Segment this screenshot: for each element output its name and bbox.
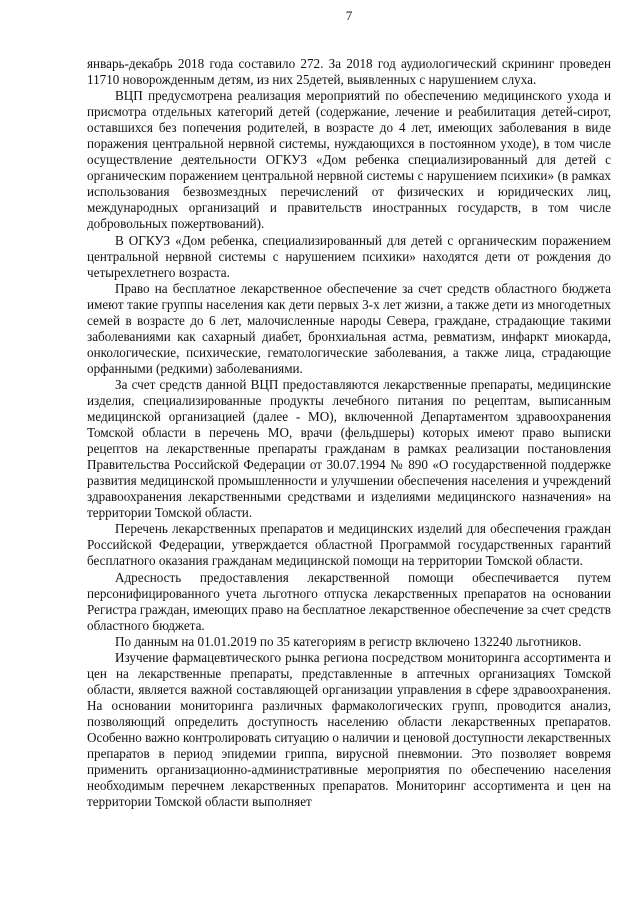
paragraph-child-care-program: ВЦП предусмотрена реализация мероприятий по обеспечению медицинского ухода и присмотра отдельных категорий детей (содержание, лечение и реабилитация детей-сирот, оставшихся без попечения родителей, в возрасте до 4 лет, имеющих заболевания в виде поражения центральной нервной системы, нуждающихся в постоянном уходе), в том числе осуществление деятельности ОГКУЗ «Дом ребенка специализированный для детей с органическим поражением центральной нервной системы с нарушением психики» (в рамках использования безвозмездных перечислений от физических и юридических лиц, международных организаций и правительств иностранных государств, в том числе добровольных пожертвований). — [87, 88, 611, 232]
paragraph-targeted-assistance: Адресность предоставления лекарственной помощи обеспечивается путем персонифицированного учета льготного отпуска лекарственных препаратов на основании Регистра граждан, имеющих право на бесплатное лекарственное обеспечение за счет средств областного бюджета. — [87, 569, 611, 633]
paragraph-children-home: В ОГКУЗ «Дом ребенка, специализированный для детей с органическим поражением центральной нервной системы с нарушением психики» находятся дети от рождения до четырехлетнего возраста. — [87, 232, 611, 280]
document-page — [87, 8, 611, 898]
paragraph-medicine-list: Перечень лекарственных препаратов и медицинских изделий для обеспечения граждан Российской Федерации, утверждается областной Программой государственных гарантий бесплатного оказания гражданам медицинской помощи на территории Томской области. — [87, 521, 611, 569]
paragraph-free-medicine-right: Право на бесплатное лекарственное обеспечение за счет средств областного бюджета имеют такие группы населения как дети первых 3-х лет жизни, а также дети из многодетных семей в возрасте до 6 лет, малочисленные народы Севера, граждане, страдающие такими заболеваниями как сахарный диабет, бронхиальная астма, ревматизм, инфаркт миокарда, онкологические, психические, гематологические заболевания, а также лица, страдающие орфанными (редкими) заболеваниями. — [87, 280, 611, 376]
paragraph-register-count: По данным на 01.01.2019 по 35 категориям в регистр включено 132240 льготников. — [115, 633, 582, 649]
paragraph-program-funding: За счет средств данной ВЦП предоставляются лекарственные препараты, медицинские изделия, специализированные продукты лечебного питания по рецептам, выписанным медицинской организацией (далее - МО), включенной Департаментом здравоохранения Томской области в перечень МО, врачи (фельдшеры) которых имеют право выписки рецептов на лекарственные препараты гражданам в рамках реализации постановления Правительства Российской Федерации от 30.07.1994 № 890 «О государственной поддержке развития медицинской промышленности и улучшении обеспечения населения и учреждений здравоохранения лекарственными средствами и изделиями медицинского назначения» на территории Томской области. — [87, 376, 611, 521]
page-number: 7 — [345, 8, 353, 23]
document-body — [87, 56, 611, 810]
paragraph-hearing-screening: январь-декабрь 2018 года составило 272. За 2018 год аудиологический скрининг проведен 11710 новорожденным детям, из них 25детей, выявленных с нарушением слуха. — [87, 56, 611, 88]
paragraph-pharma-monitoring: Изучение фармацевтического рынка региона посредством мониторинга ассортимента и цен на лекарственные препараты, представленные в аптечных организациях Томской области, является важной составляющей организации управления в сфере здравоохранения. На основании мониторинга различных фармакологических групп, проводится анализ, позволяющий определить доступность населению области лекарственных препаратов. Особенно важно контролировать ситуацию о наличии и ценовой доступности лекарственных препаратов в период эпидемии гриппа, вирусной пневмонии. Это позволяет вовремя применить организационно-административные мероприятия по обеспечению населения необходимым перечнем лекарственных препаратов. Мониторинг ассортимента и цен на территории Томской области выполняет — [87, 649, 611, 810]
